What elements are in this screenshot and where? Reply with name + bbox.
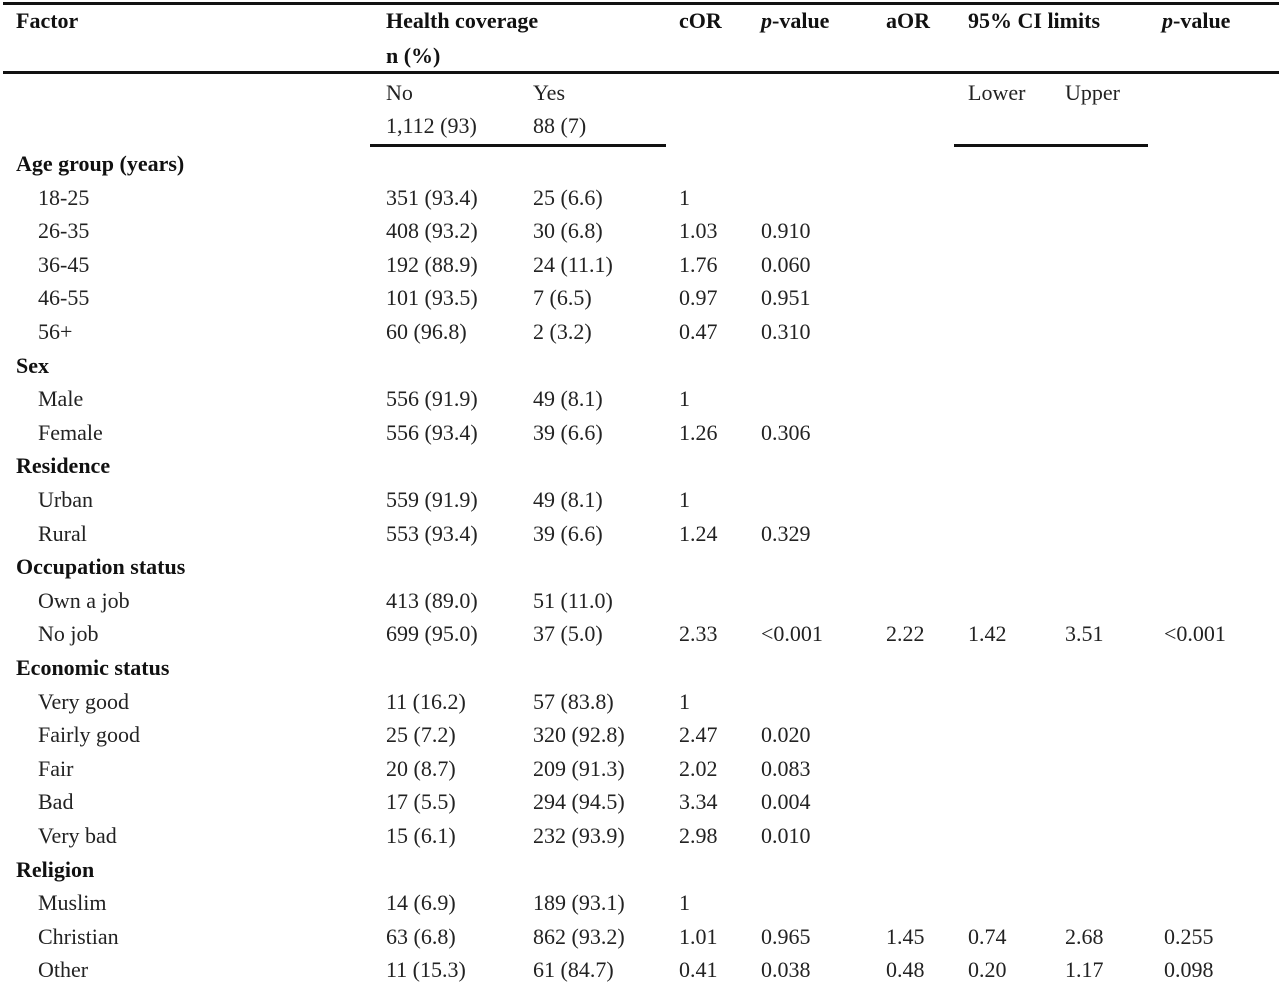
header-coverage: Health coverage <box>386 8 539 33</box>
cell-p2: 0.255 <box>1164 924 1214 949</box>
cell-p: <0.001 <box>761 621 823 646</box>
cell-p: 0.306 <box>761 420 811 445</box>
cell-aor: 1.45 <box>886 924 925 949</box>
cell-label: 26-35 <box>38 218 90 243</box>
cell-label: 46-55 <box>38 285 90 310</box>
subheader-no: No <box>386 80 413 105</box>
group-heading: Sex <box>16 353 49 378</box>
cell-aor: 2.22 <box>886 621 925 646</box>
cell-cor: 3.34 <box>679 789 718 814</box>
group-heading: Residence <box>16 453 111 478</box>
cell-p: 0.060 <box>761 252 811 277</box>
cell-yes: 7 (6.5) <box>533 285 592 310</box>
cell-no: 351 (93.4) <box>386 185 478 210</box>
cell-p: 0.038 <box>761 957 811 982</box>
cell-cor: 0.47 <box>679 319 718 344</box>
subheader-yes-total: 88 (7) <box>533 113 587 138</box>
cell-label: Very good <box>38 689 130 714</box>
cell-label: Bad <box>38 789 74 814</box>
header-p-value-adjusted: p-value <box>1162 8 1231 33</box>
cell-no: 60 (96.8) <box>386 319 467 344</box>
cell-p2: 0.098 <box>1164 957 1214 982</box>
cell-no: 413 (89.0) <box>386 588 478 613</box>
cell-no: 63 (6.8) <box>386 924 456 949</box>
cell-cor: 0.41 <box>679 957 718 982</box>
cell-label: Female <box>38 420 103 445</box>
cell-yes: 2 (3.2) <box>533 319 592 344</box>
header-aor: aOR <box>886 8 930 33</box>
cell-yes: 49 (8.1) <box>533 386 603 411</box>
cell-label: Own a job <box>38 588 130 613</box>
cell-cor: 1.26 <box>679 420 718 445</box>
cell-label: Other <box>38 957 89 982</box>
header-p-value: p-value <box>761 8 830 33</box>
cell-no: 556 (91.9) <box>386 386 478 411</box>
cell-cor: 1.76 <box>679 252 718 277</box>
cell-no: 101 (93.5) <box>386 285 478 310</box>
subheader-no-total: 1,112 (93) <box>386 113 477 138</box>
cell-yes: 61 (84.7) <box>533 957 614 982</box>
cell-label: Urban <box>38 487 93 512</box>
cell-aor: 0.48 <box>886 957 925 982</box>
cell-lower: 1.42 <box>968 621 1007 646</box>
cell-p: 0.965 <box>761 924 811 949</box>
cell-p: 0.004 <box>761 789 811 814</box>
cell-no: 553 (93.4) <box>386 521 478 546</box>
cell-no: 20 (8.7) <box>386 756 456 781</box>
cell-p: 0.020 <box>761 722 811 747</box>
cell-yes: 30 (6.8) <box>533 218 603 243</box>
cell-p: 0.010 <box>761 823 811 848</box>
cell-yes: 232 (93.9) <box>533 823 625 848</box>
cell-cor: 2.02 <box>679 756 718 781</box>
cell-cor: 2.33 <box>679 621 718 646</box>
cell-yes: 57 (83.8) <box>533 689 614 714</box>
group-heading: Economic status <box>16 655 170 680</box>
cell-no: 17 (5.5) <box>386 789 456 814</box>
cell-yes: 39 (6.6) <box>533 521 603 546</box>
cell-cor: 1 <box>679 689 690 714</box>
cell-cor: 1 <box>679 386 690 411</box>
cell-cor: 1.03 <box>679 218 718 243</box>
cell-yes: 37 (5.0) <box>533 621 603 646</box>
cell-upper: 1.17 <box>1065 957 1104 982</box>
cell-label: Christian <box>38 924 119 949</box>
cell-label: Fairly good <box>38 722 141 747</box>
cell-p2: <0.001 <box>1164 621 1226 646</box>
cell-yes: 862 (93.2) <box>533 924 625 949</box>
cell-cor: 1.01 <box>679 924 718 949</box>
cell-label: 36-45 <box>38 252 90 277</box>
cell-no: 699 (95.0) <box>386 621 478 646</box>
cell-label: Male <box>38 386 84 411</box>
subheader-upper: Upper <box>1065 80 1120 105</box>
cell-p: 0.083 <box>761 756 811 781</box>
cell-yes: 294 (94.5) <box>533 789 625 814</box>
cell-lower: 0.74 <box>968 924 1007 949</box>
cell-cor: 1.24 <box>679 521 718 546</box>
cell-label: 56+ <box>38 319 73 344</box>
group-heading: Religion <box>16 857 95 882</box>
cell-upper: 3.51 <box>1065 621 1104 646</box>
cell-yes: 51 (11.0) <box>533 588 613 613</box>
cell-label: Muslim <box>38 890 107 915</box>
cell-no: 408 (93.2) <box>386 218 478 243</box>
cell-p: 0.329 <box>761 521 811 546</box>
cell-no: 11 (16.2) <box>386 689 466 714</box>
group-heading: Age group (years) <box>16 151 185 176</box>
subheader-yes: Yes <box>533 80 566 105</box>
cell-label: Very bad <box>38 823 117 848</box>
cell-upper: 2.68 <box>1065 924 1104 949</box>
header-coverage-unit: n (%) <box>386 43 441 68</box>
cell-cor: 1 <box>679 890 690 915</box>
cell-yes: 189 (93.1) <box>533 890 625 915</box>
cell-lower: 0.20 <box>968 957 1007 982</box>
cell-p: 0.951 <box>761 285 811 310</box>
cell-no: 25 (7.2) <box>386 722 456 747</box>
header-cor: cOR <box>679 8 722 33</box>
group-heading: Occupation status <box>16 554 186 579</box>
cell-label: Fair <box>38 756 74 781</box>
cell-label: Rural <box>38 521 87 546</box>
cell-p: 0.910 <box>761 218 811 243</box>
cell-label: No job <box>38 621 99 646</box>
cell-no: 14 (6.9) <box>386 890 456 915</box>
cell-yes: 39 (6.6) <box>533 420 603 445</box>
cell-yes: 25 (6.6) <box>533 185 603 210</box>
cell-cor: 2.47 <box>679 722 718 747</box>
cell-p: 0.310 <box>761 319 811 344</box>
cell-cor: 2.98 <box>679 823 718 848</box>
header-ci: 95% CI limits <box>968 8 1100 33</box>
cell-yes: 24 (11.1) <box>533 252 613 277</box>
cell-no: 11 (15.3) <box>386 957 466 982</box>
cell-no: 559 (91.9) <box>386 487 478 512</box>
cell-yes: 49 (8.1) <box>533 487 603 512</box>
cell-yes: 209 (91.3) <box>533 756 625 781</box>
cell-no: 192 (88.9) <box>386 252 478 277</box>
cell-no: 15 (6.1) <box>386 823 456 848</box>
subheader-lower: Lower <box>968 80 1026 105</box>
cell-cor: 0.97 <box>679 285 718 310</box>
cell-cor: 1 <box>679 487 690 512</box>
cell-label: 18-25 <box>38 185 90 210</box>
cell-no: 556 (93.4) <box>386 420 478 445</box>
cell-yes: 320 (92.8) <box>533 722 625 747</box>
cell-cor: 1 <box>679 185 690 210</box>
header-factor: Factor <box>16 8 79 33</box>
